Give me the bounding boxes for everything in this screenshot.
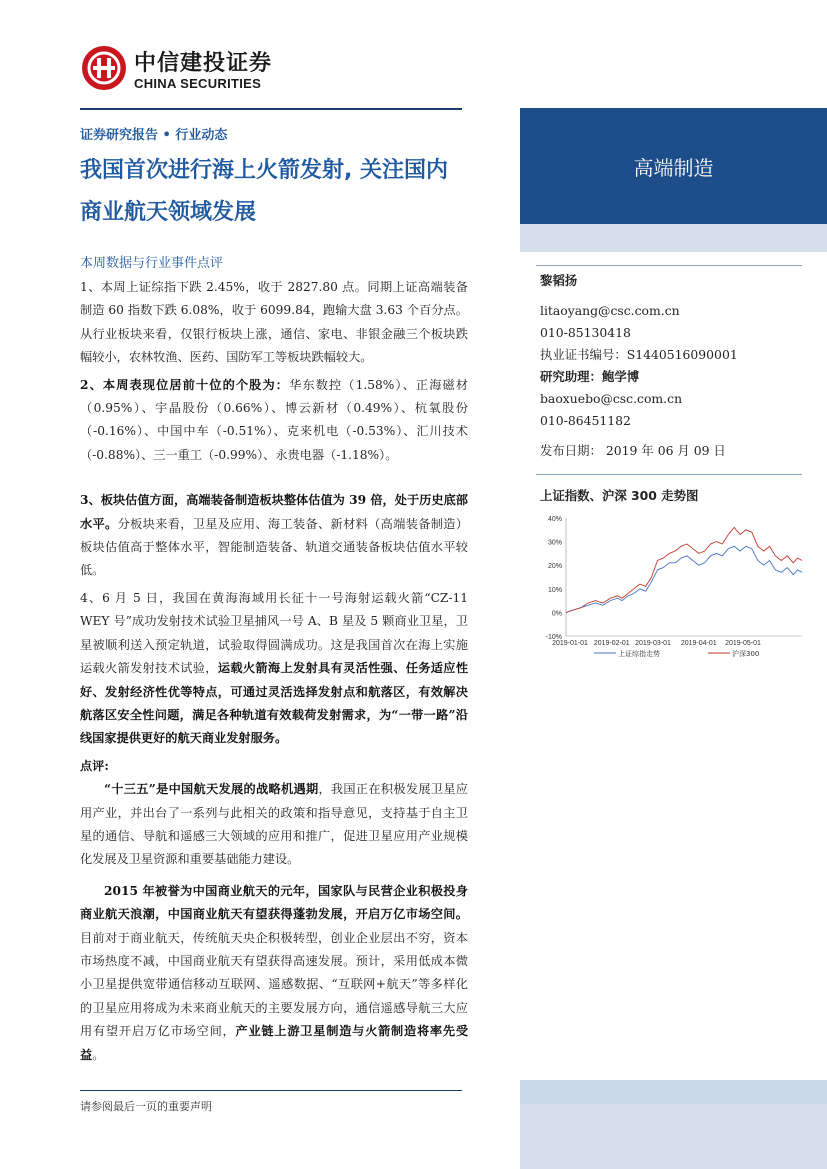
comment-label bbox=[80, 755, 468, 778]
assistant-email: baoxuebo@csc.com.cn bbox=[540, 391, 683, 406]
assistant-label: 研究助理：鲍学博 bbox=[540, 369, 640, 384]
y-tick-label: 20% bbox=[547, 563, 562, 571]
x-tick-label: 2019-01-01 bbox=[552, 640, 588, 647]
report-title bbox=[80, 150, 500, 234]
series-line-2 bbox=[566, 527, 802, 612]
paragraph-3-lead: 3、板块估值方面，高端装备制造板块整体估值为 39 倍，处于历史底部水平。 bbox=[80, 493, 468, 531]
y-tick-label: -10% bbox=[545, 634, 562, 641]
brand-name-cn: 中信建投证券 bbox=[134, 51, 273, 76]
comment-label-text: 点评: bbox=[80, 758, 109, 773]
footer-disclaimer: 请参阅最后一页的重要声明 bbox=[80, 1100, 212, 1113]
paragraph-4 bbox=[80, 587, 468, 751]
section-title: 本周数据与行业事件点评 bbox=[80, 256, 224, 271]
x-tick-label: 2019-02-01 bbox=[593, 640, 630, 647]
analyst-phone: 010-85130418 bbox=[540, 325, 631, 340]
legend-label-2: 沪深300 bbox=[732, 650, 760, 658]
sidebar-divider-chart bbox=[536, 474, 802, 475]
report-title-line-1: 我国首次进行海上火箭发射, 关注国内 bbox=[80, 158, 449, 183]
report-type: 证券研究报告 • 行业动态 bbox=[80, 128, 228, 143]
x-tick-label: 2019-05-01 bbox=[725, 640, 761, 647]
paragraph-5 bbox=[80, 778, 468, 872]
analyst-email: litaoyang@csc.com.cn bbox=[540, 303, 680, 318]
y-tick-label: 0% bbox=[551, 610, 562, 618]
analyst-name: 黎韬扬 bbox=[540, 273, 578, 288]
paragraph-2-text: 华东数控（1.58%）、正海磁材（0.95%）、宇晶股份（0.66%）、博云新材（0.49%）、杭氧股份（-0.16%）、中国中车（-0.51%）、克来机电（-0.53%）、汇川技术（-0.88%）、三一重工（-0.99%）、永贵电器（-1.18%）。 bbox=[80, 377, 469, 462]
y-tick-label: 10% bbox=[547, 586, 562, 594]
sidebar-divider-top bbox=[536, 265, 802, 266]
analyst-block bbox=[540, 270, 800, 462]
index-trend-chart bbox=[538, 510, 806, 662]
brand-name-en: CHINA SECURITIES bbox=[134, 76, 262, 91]
paragraph-6 bbox=[80, 880, 468, 1067]
paragraph-2 bbox=[80, 374, 468, 468]
report-title-line-2: 商业航天领域发展 bbox=[80, 200, 257, 225]
y-tick-label: 40% bbox=[547, 516, 562, 523]
assistant-phone: 010-86451182 bbox=[540, 413, 631, 428]
paragraph-6-end: 。 bbox=[92, 1047, 105, 1062]
paragraph-3 bbox=[80, 489, 468, 583]
x-tick-label: 2019-03-01 bbox=[635, 640, 671, 647]
publish-date: 发布日期： 2019 年 06 月 09 日 bbox=[540, 443, 726, 458]
sidebar-footer-band bbox=[520, 1080, 827, 1104]
chart-title: 上证指数、沪深 300 走势图 bbox=[540, 488, 699, 503]
paragraph-3-text: 分板块来看，卫星及应用、海工装备、新材料（高端装备制造）板块估值高于整体水平，智能制造装备、轨道交通装备板块估值水平较低。 bbox=[80, 516, 469, 578]
analyst-certificate: 执业证书编号：S1440516090001 bbox=[540, 347, 738, 362]
paragraph-4-highlight: 运载火箭海上发射具有灵活性强、任务适应性好、发射经济性优等特点，可通过灵活选择发射点和航落区，有效解决航落区安全性问题，满足各种轨道有效载荷发射需求，为“一带一路”沿线国家提供更好的航天商业发射服务。 bbox=[80, 661, 469, 746]
china-securities-logo-icon bbox=[80, 44, 128, 92]
paragraph-5-text: ，我国正在积极发展卫星应用产业，并出台了一系列与此相关的政策和指导意见，支持基于自主卫星的通信、导航和遥感三大领域的应用和推广，促进卫星应用产业规模化发展及卫星资源和重要基础能力建设。 bbox=[80, 782, 468, 867]
y-tick-label: 30% bbox=[547, 539, 562, 547]
paragraph-1: 1、本周上证综指下跌 2.45%，收于 2827.80 点。同期上证高端装备制造 60 指数下跌 6.08%，收于 6099.84，跑输大盘 3.63 个百分点。从行业板块来看，仅银行板块上涨，通信、家电、非银金融三个板块跌幅较小，农林牧渔、医药、国防军工等板块跌幅较大。 bbox=[80, 280, 468, 365]
header-divider bbox=[80, 108, 462, 110]
paragraph-2-lead: 2、本周表现位居前十位的个股为： bbox=[80, 377, 290, 392]
footer-divider bbox=[80, 1090, 462, 1091]
paragraph-6-text: 目前对于商业航天，传统航天央企积极转型，创业企业层出不穷，资本市场热度不减，中国商业航天有望获得高速发展。预计，采用低成本微小卫星提供宽带通信移动互联网、遥感数据、“互联网+航天”等多样化的卫星应用将成为未来商业航天的主要发展方向，通信遥感导航三大应用有望开启万亿市场空间， bbox=[80, 930, 468, 1039]
paragraph-5-lead: “十三五”是中国航天发展的战略机遇期 bbox=[104, 782, 319, 797]
paragraph-4-text: 4、6 月 5 日，我国在黄海海域用长征十一号海射运载火箭“CZ-11 WEY 号”成功发射技术试验卫星捕风一号 A、B 星及 5 颗商业卫星，卫星被顺利送入预定轨道，试验取得圆满成功。这是我国首次在海上实施运载火箭发射技术试验， bbox=[80, 590, 468, 676]
report-body bbox=[80, 276, 468, 1067]
sector-label: 高端制造 bbox=[633, 156, 714, 180]
paragraph-6-lead: 2015 年被誉为中国商业航天的元年，国家队与民营企业积极投身商业航天浪潮，中国商业航天有望获得蓬勃发展，开启万亿市场空间。 bbox=[80, 883, 468, 922]
x-tick-label: 2019-04-01 bbox=[680, 640, 717, 647]
paragraph-6-highlight: 产业链上游卫星制造与火箭制造将率先受益 bbox=[80, 1024, 469, 1062]
legend-label-1: 上证综指走势 bbox=[618, 650, 660, 658]
